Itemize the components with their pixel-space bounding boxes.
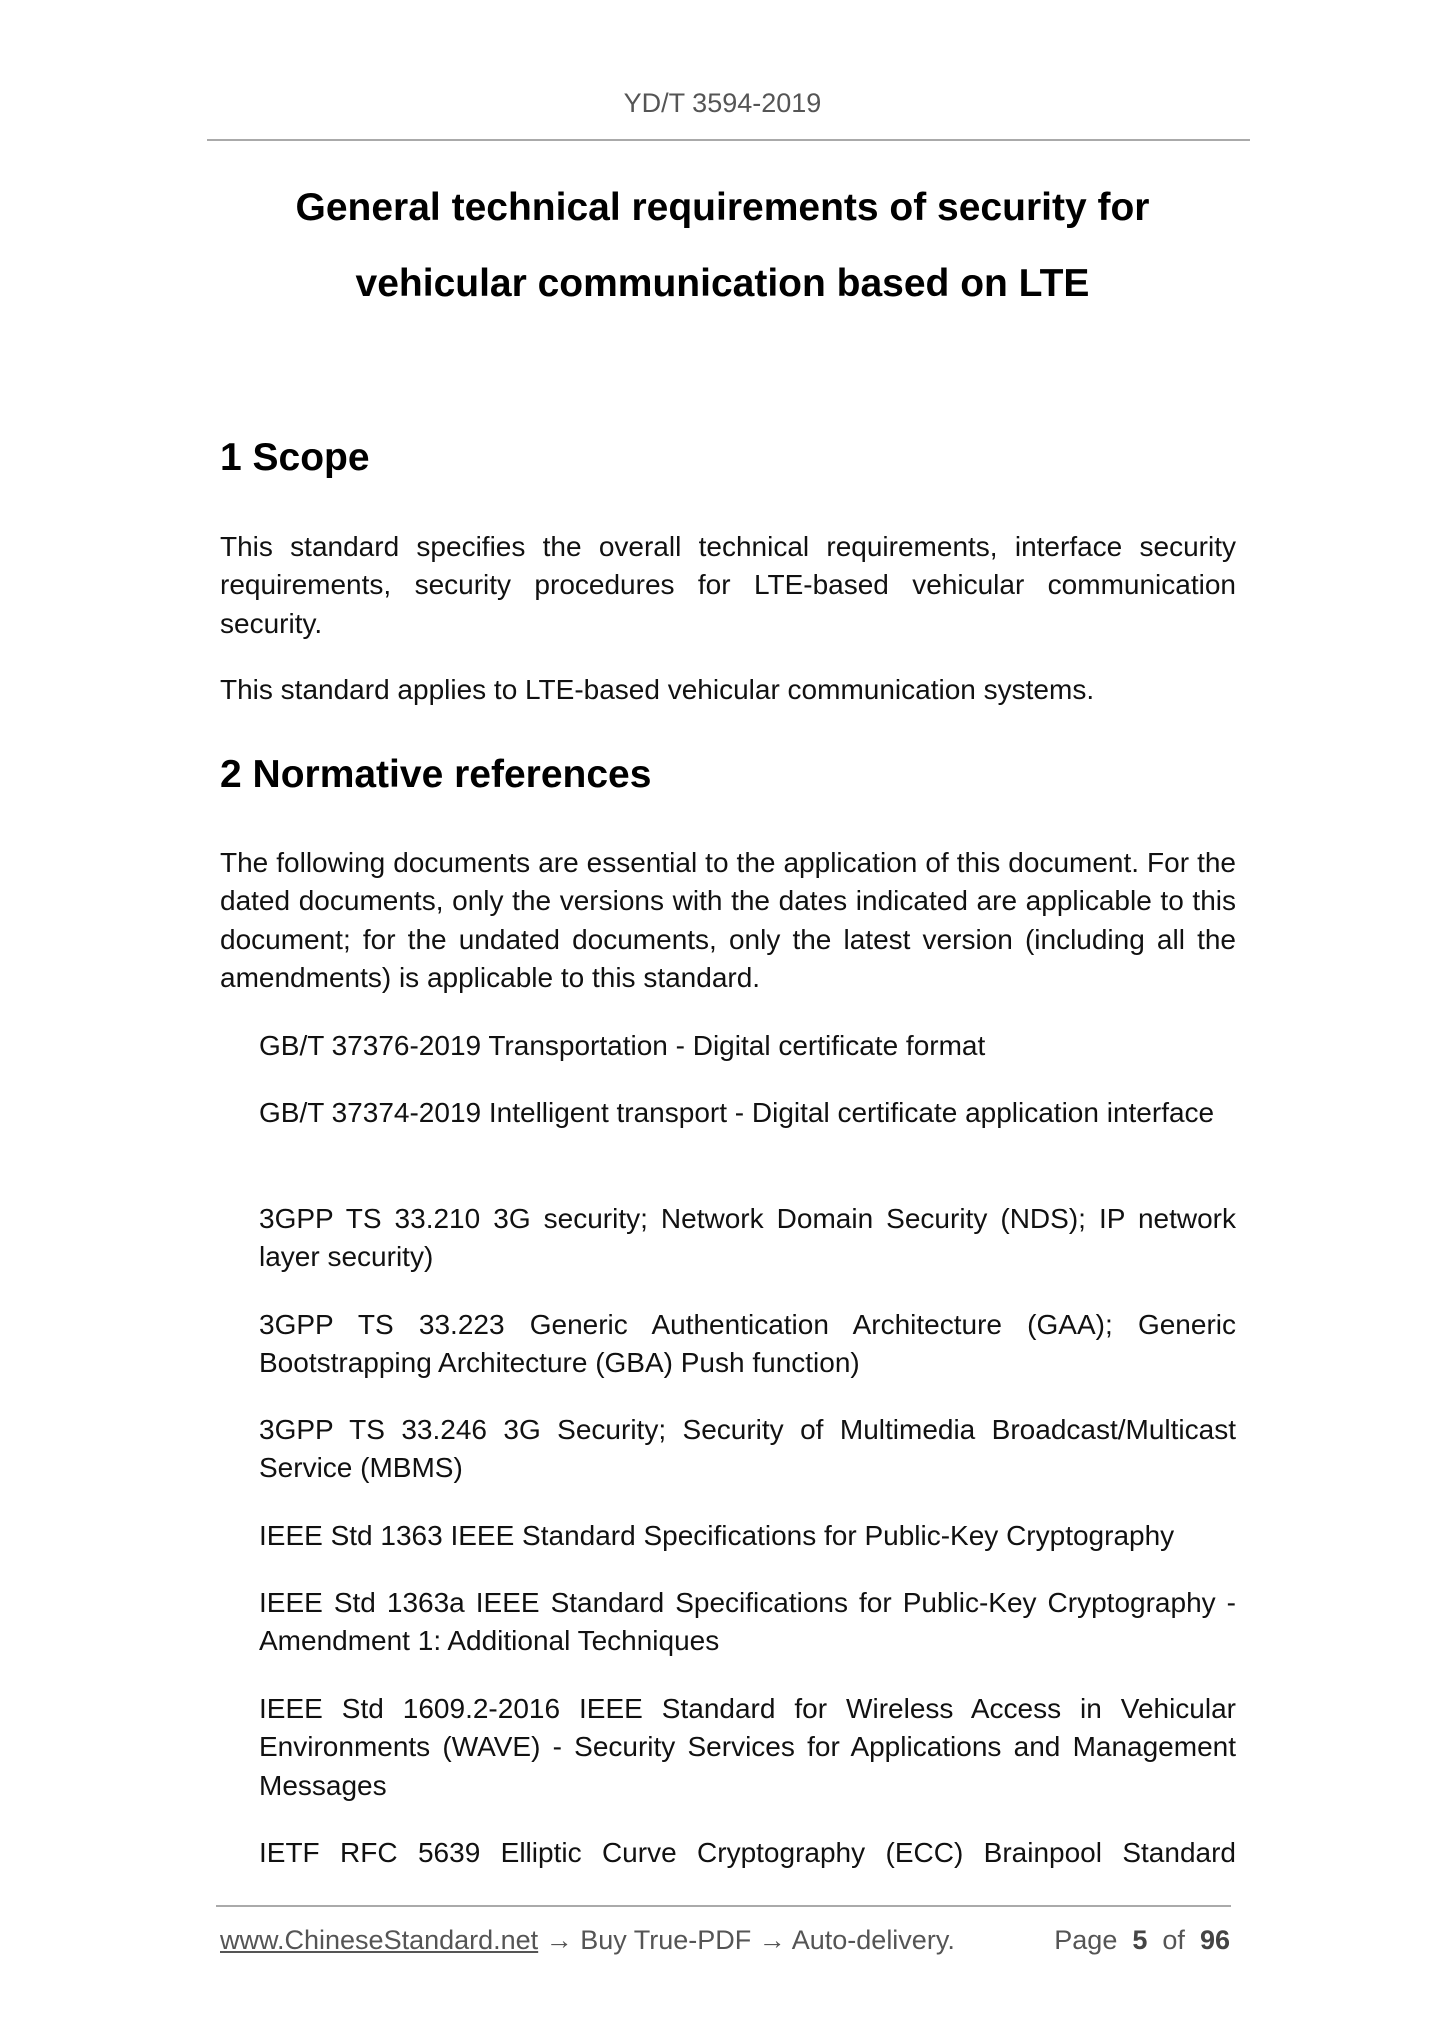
footer-divider [216,1905,1231,1907]
paragraph: The following documents are essential to the application of this document. For the dated documents, only the versions with the dates indicated are applicable to this document; for the undated documents, only the latest version (including all the amendments) is applicable to this standard. [220,847,1236,993]
section-heading-normative-references: 2 Normative references [220,753,652,796]
title-line-2: vehicular communication based on LTE [355,262,1090,305]
reference-item: IEEE Std 1609.2-2016 IEEE Standard for Wireless Access in Vehicular Environments (WAVE) - Security Services for Applications and Management Messages [259,1693,1236,1801]
page-indicator [1054,1925,1230,1956]
reference-item: IEEE Std 1363 IEEE Standard Specifications for Public-Key Cryptography [259,1520,1175,1551]
reference-item: IEEE Std 1363a IEEE Standard Specifications for Public-Key Cryptography - Amendment 1: Additional Techniques [259,1587,1236,1657]
paragraph: This standard applies to LTE-based vehicular communication systems. [220,674,1095,705]
document-id-header: YD/T 3594-2019 [623,88,822,118]
reference-item: GB/T 37374-2019 Intelligent transport - Digital certificate application interface [259,1097,1215,1128]
reference-item: IETF RFC 5639 Elliptic Curve Cryptography (ECC) Brainpool Standard [259,1837,1236,1868]
footer [220,1925,1230,1956]
section-heading-scope: 1 Scope [220,436,370,479]
reference-item: 3GPP TS 33.223 Generic Authentication Architecture (GAA); Generic Bootstrapping Architecture (GBA) Push function) [259,1309,1236,1379]
reference-item: GB/T 37376-2019 Transportation - Digital certificate format [259,1030,986,1061]
title-line-1: General technical requirements of security for [295,186,1150,229]
page-total: 96 [1199,1925,1230,1955]
reference-item: 3GPP TS 33.246 3G Security; Security of Multimedia Broadcast/Multicast Service (MBMS) [259,1414,1236,1484]
header-divider [207,139,1250,141]
page-number: 5 [1132,1925,1148,1955]
website-link[interactable]: www.ChineseStandard.net [220,1925,539,1955]
of-label: of [1162,1925,1185,1955]
paragraph: This standard specifies the overall technical requirements, interface security requirements, security procedures for LTE-based vehicular communication security. [220,531,1236,639]
page-label: Page [1054,1925,1118,1955]
footer-text: → Buy True-PDF → Auto-delivery. [538,1925,955,1955]
reference-item: 3GPP TS 33.210 3G security; Network Domain Security (NDS); IP network layer security) [259,1203,1236,1273]
